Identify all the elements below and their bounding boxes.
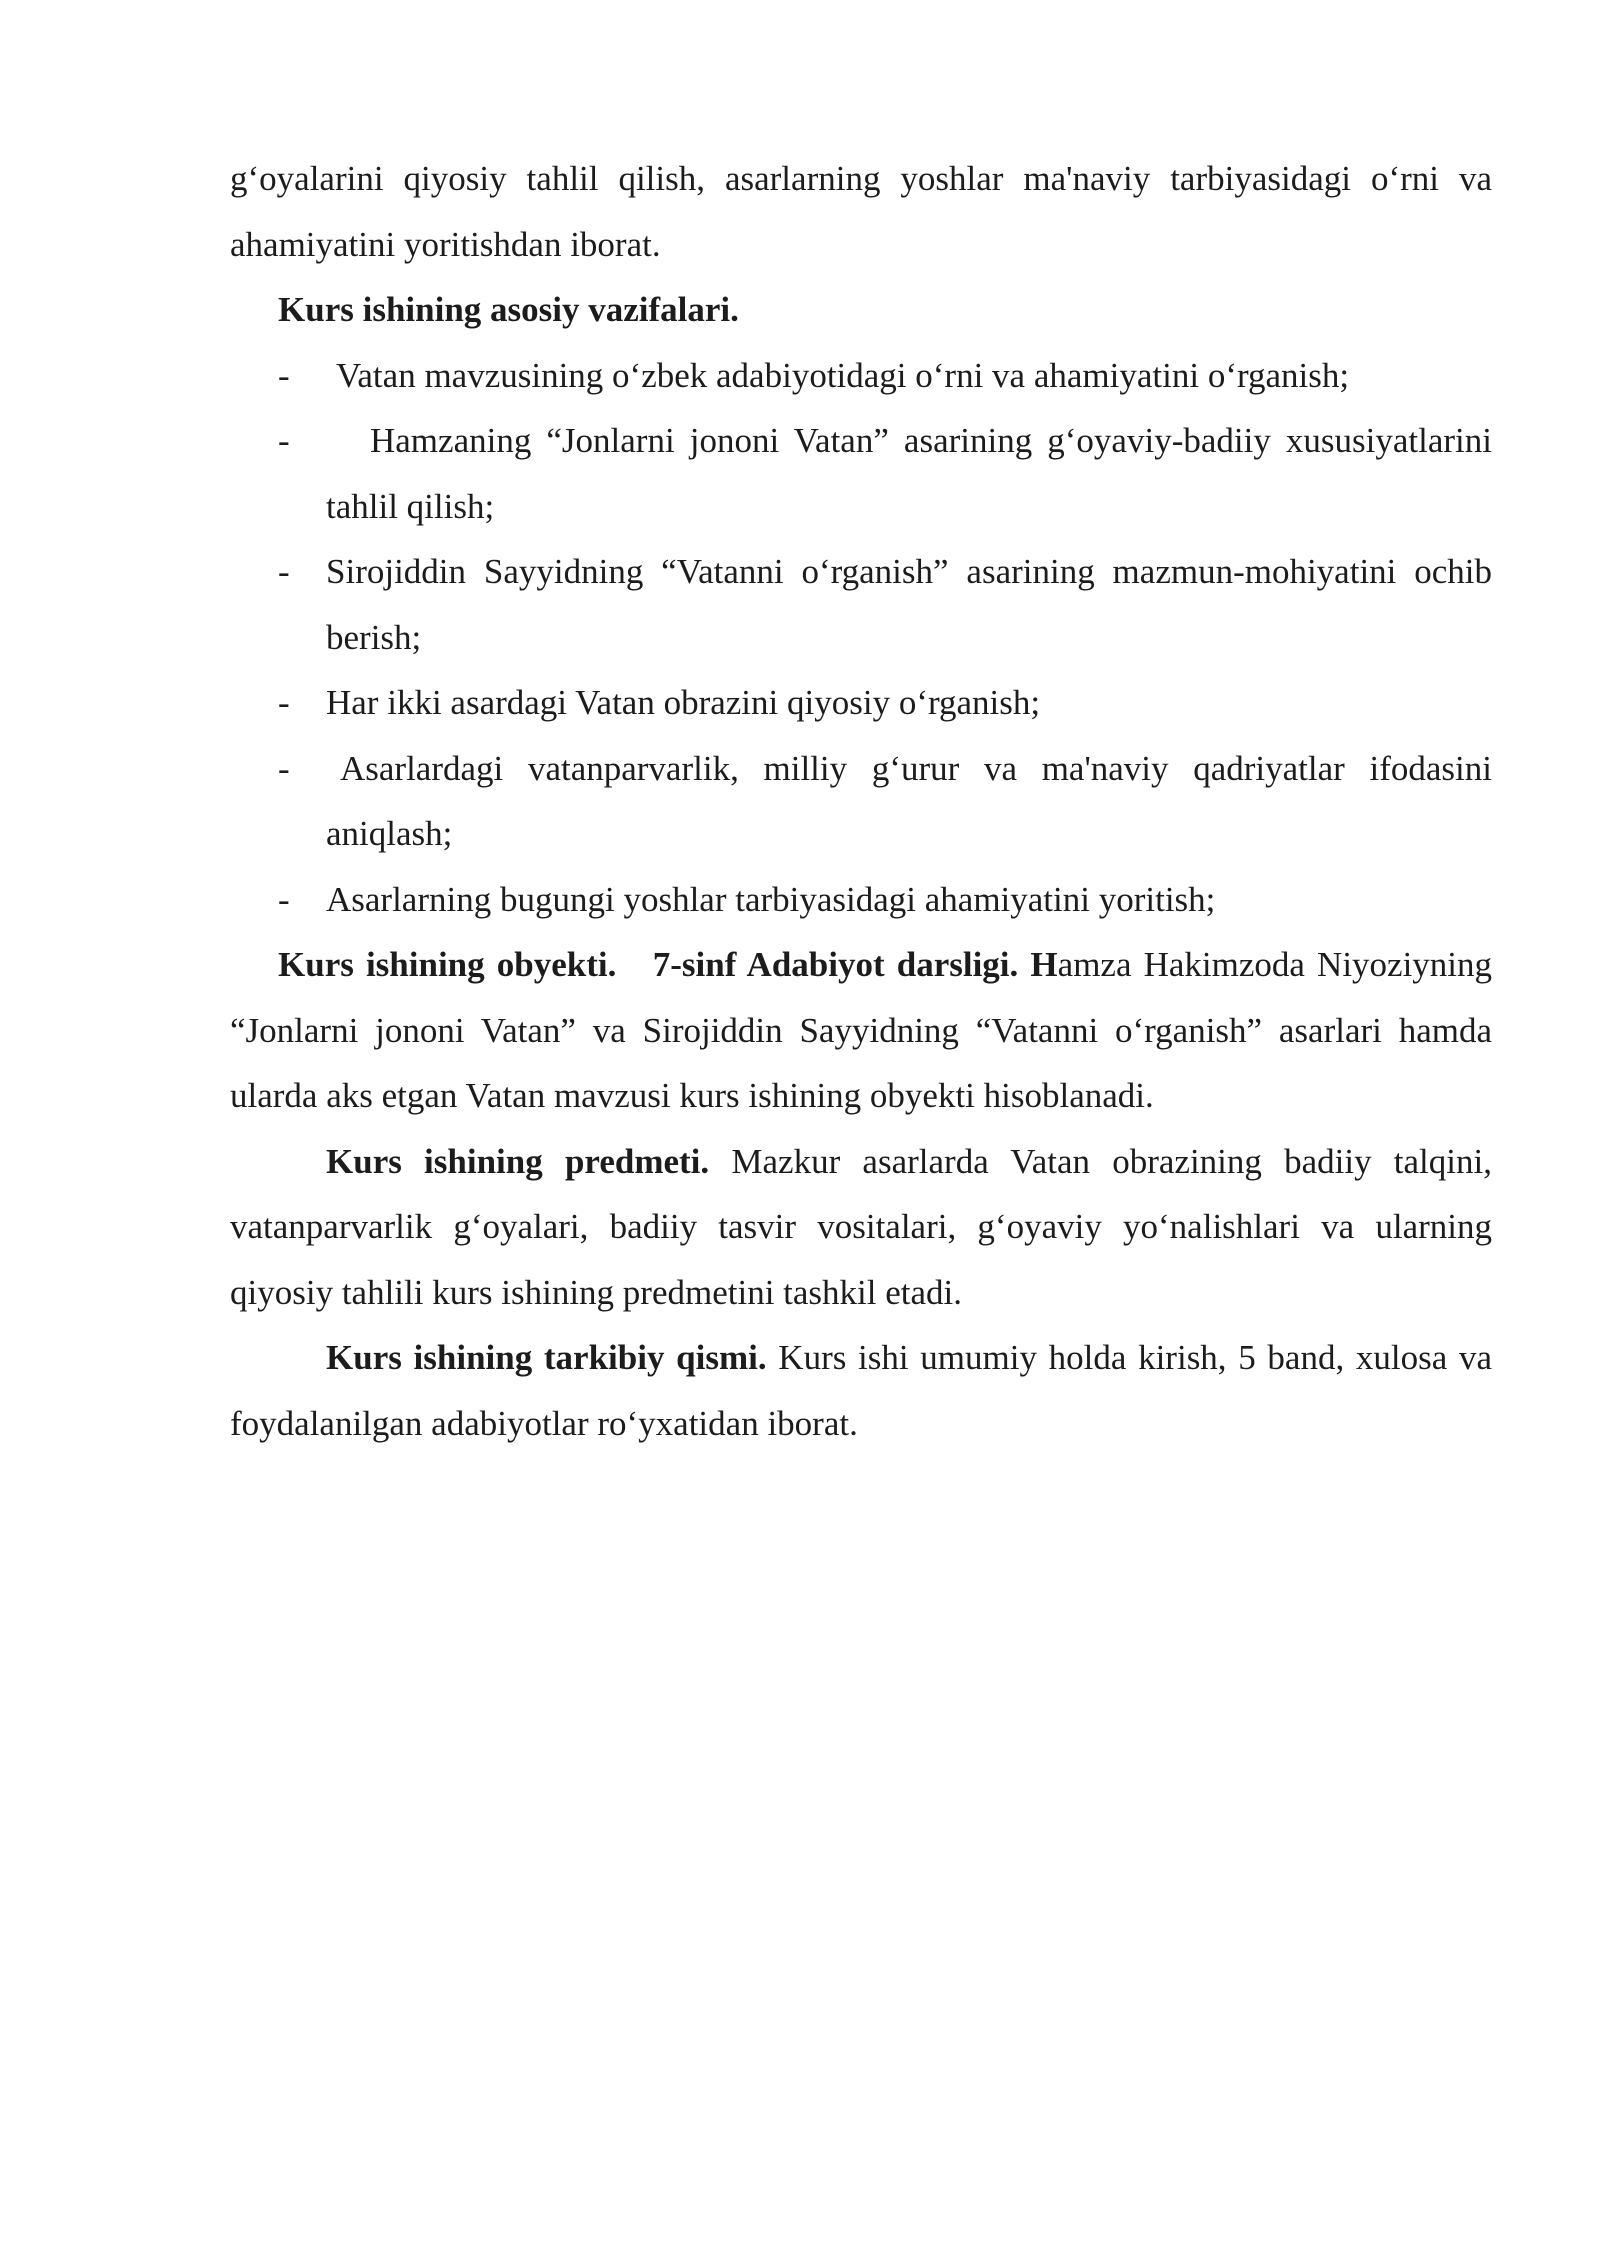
list-item-text: Asarlardagi vatanparvarlik, milliy g‘urur va ma'naviy qadriyatlar ifodasini aniqlash; <box>326 748 1492 853</box>
structure-text: Kurs ishi umumiy holda kirish, 5 band, xulosa va foydalanilgan adabiyotlar ro‘yxatidan iborat. <box>230 1338 1493 1443</box>
list-dash: - <box>278 879 290 919</box>
list-item-text: Sirojiddin Sayyidning “Vatanni o‘rganish” asarining mazmun-mohiyatini ochib berish; <box>326 552 1492 657</box>
subject-text: Mazkur asarlarda Vatan obrazining badiiy talqini, vatanparvarlik g‘oyalari, badiiy tasvir vositalari, g‘oyaviy yo‘nalishlari va ularning qiyosiy tahlili kurs ishining predmetini tashkil etadi. <box>230 1141 1492 1312</box>
object-label: Kurs ishining obyekti. <box>278 945 617 984</box>
object-bold-initial: H <box>1030 945 1058 984</box>
list-item-text: Vatan mavzusining o‘zbek adabiyotidagi o‘rni va ahamiyatini o‘rganish; <box>336 355 1350 395</box>
list-dash: - <box>278 421 290 460</box>
list-item <box>230 343 1492 409</box>
list-item-text: Har ikki asardagi Vatan obrazini qiyosiy o‘rganish; <box>326 683 1041 722</box>
object-text: amza Hakimzoda Niyoziyning “Jonlarni jononi Vatan” va Sirojiddin Sayyidning “Vatanni o‘rganish” asarlari hamda ularda aks etgan Vatan mavzusi kurs ishining obyekti hisoblanadi. <box>230 945 1493 1115</box>
subject-label: Kurs ishining predmeti. <box>326 1141 710 1181</box>
list-dash: - <box>278 355 290 395</box>
list-item <box>230 408 1492 539</box>
list-item-text: Asarlarning bugungi yoshlar tarbiyasidagi ahamiyatini yoritish; <box>326 879 1216 919</box>
tasks-list <box>230 343 1492 933</box>
list-item-text: Hamzaning “Jonlarni jononi Vatan” asarining g‘oyaviy-badiiy xususiyatlarini tahlil qilish; <box>326 421 1492 526</box>
list-item <box>230 670 1492 736</box>
document-page <box>230 146 1492 1456</box>
list-item <box>230 736 1492 867</box>
intro-paragraph: g‘oyalarini qiyosiy tahlil qilish, asarlarning yoshlar ma'naviy tarbiyasidagi o‘rni va ahamiyatini yoritishdan iborat. <box>230 159 1492 264</box>
object-bold-text: 7-sinf Adabiyot darsligi. <box>652 945 1019 984</box>
subject-paragraph <box>230 1129 1492 1326</box>
list-dash: - <box>278 683 290 722</box>
list-dash: - <box>278 552 290 591</box>
structure-paragraph <box>230 1325 1492 1456</box>
object-paragraph <box>230 932 1492 1129</box>
tasks-heading: Kurs ishining asosiy vazifalari. <box>278 290 739 329</box>
list-dash: - <box>278 748 290 788</box>
list-item <box>230 867 1492 933</box>
list-item <box>230 539 1492 670</box>
structure-label: Kurs ishining tarkibiy qismi. <box>326 1338 767 1377</box>
